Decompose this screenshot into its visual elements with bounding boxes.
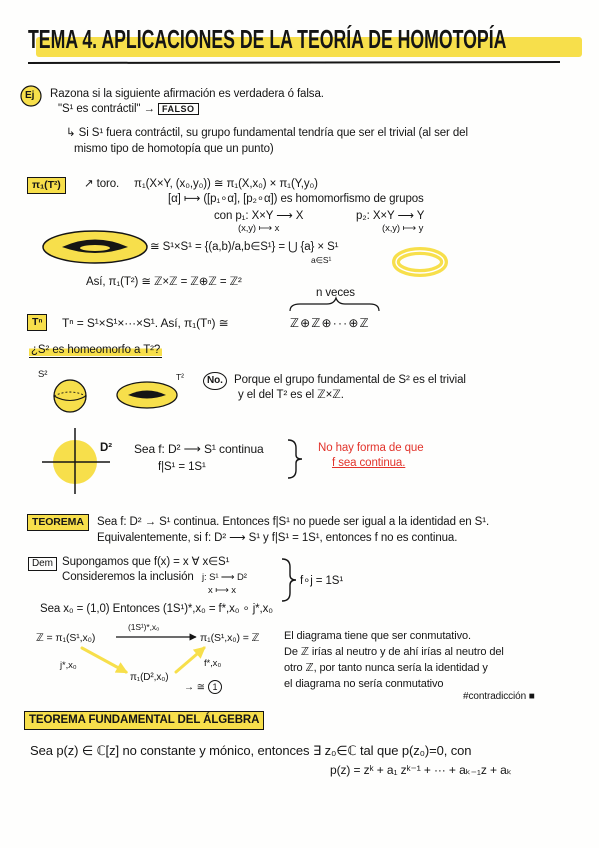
contradiction-tag (463, 690, 535, 704)
disk-line-1: Sea f: D² ⟶ S¹ continua (134, 442, 264, 456)
diagram-bottom-node: π₁(D²,x₀) (130, 672, 169, 683)
projection-2: p₂: X×Y ⟶ Y (356, 210, 425, 222)
n-torus-sum: ℤ⊕ℤ⊕···⊕ℤ (290, 316, 370, 330)
question-heading: ¿S² es homeomorfo a T²? (31, 344, 161, 356)
disk-line-2: f|S¹ = 1S¹ (158, 461, 206, 473)
answer-badge: No. (203, 372, 227, 390)
diagram-top-label: (1S¹)*,x₀ (128, 622, 160, 632)
diagram-left-node: ℤ = π₁(S¹,x₀) (36, 632, 96, 644)
theorem-line-1: Sea f: D² → S¹ continua. Entonces f|S¹ no puede ser igual a la identidad en S¹. (97, 516, 490, 528)
theorem-line-2: Equivalentemente, si f: D² ⟶ S¹ y f|S¹ = 1S¹, entonces f no es continua. (97, 532, 458, 544)
exercise-badge: Ej (25, 90, 35, 101)
sphere-label: S² (38, 369, 48, 380)
torus-drawing (43, 231, 147, 263)
title-underline (28, 62, 560, 63)
explanation-line-3: otro ℤ, por tanto nunca sería la identidad y (284, 662, 488, 674)
claim-text: "S¹ es contráctil" (58, 103, 141, 115)
proof-line-2: Consideremos la inclusión (62, 571, 194, 583)
theorem-badge: TEOREMA (27, 514, 89, 531)
sphere-drawing (54, 380, 86, 412)
answer-line-1: Porque el grupo fundamental de S² es el trivial (234, 374, 466, 386)
disk-drawing (42, 428, 110, 494)
small-torus-drawing (117, 382, 177, 408)
n-torus-badge: Tⁿ (27, 314, 47, 331)
diagram-bottom-note: → ≅ (184, 682, 205, 693)
inclusion-rule: x ⟼ x (208, 585, 236, 596)
basepoint-line: Sea x₀ = (1,0) Entonces (1S¹)*,x₀ = f*,x₀ ∘ j*,x₀ (40, 603, 273, 615)
fta-polynomial: p(z) = zᵏ + a₁ zᵏ⁻¹ + ··· + aₖ₋₁z + aₖ (330, 763, 512, 777)
torus-pointer: ↗ toro. (84, 178, 120, 190)
explanation-line-4: el diagrama no sería conmutativo (284, 678, 444, 690)
answer-line-2: y el del T² es el ℤ×ℤ. (238, 389, 344, 401)
product-isomorphism: π₁(X×Y, (x₀,y₀)) ≅ π₁(X,x₀) × π₁(Y,y₀) (134, 178, 318, 190)
fta-statement: Sea p(z) ∈ ℂ[z] no constante y mónico, entonces ∃ z₀∈ℂ tal que p(z₀)=0, con (30, 743, 472, 758)
torus-conclusion: Así, π₁(T²) ≅ ℤ×ℤ = ℤ⊕ℤ = ℤ² (86, 276, 242, 288)
reason-line-2: mismo tipo de homotopía que un punto) (74, 143, 274, 155)
n-torus-text: Tⁿ = S¹×S¹×···×S¹. Así, π₁(Tⁿ) ≅ (62, 316, 229, 330)
arrow-icon: → (143, 103, 155, 115)
torus-label: T² (176, 372, 184, 382)
red-note-line-2: f sea continua. (332, 457, 406, 469)
reason-line-1: ↳ Si S¹ fuera contráctil, su grupo fundamental tendría que ser el trivial (al ser del (66, 127, 468, 139)
diagram-right-node: π₁(S¹,x₀) = ℤ (200, 632, 260, 644)
trivial-group-circle: 1 (208, 680, 222, 694)
disk-brace (288, 440, 302, 478)
exercise-statement: Razona si la siguiente afirmación es verdadera ó falsa. (50, 88, 324, 100)
page-title: TEMA 4. APLICACIONES DE LA TEORÍA DE HOMOTOPÍA (28, 24, 507, 54)
proof-badge: Dem (28, 557, 57, 571)
composition: f∘j = 1S¹ (300, 575, 344, 587)
projection-1-map: (x,y) ⟼ x (238, 223, 280, 234)
fta-badge: TEOREMA FUNDAMENTAL DEL ÁLGEBRA (24, 711, 264, 730)
torus-badge: π₁(T²) (27, 177, 66, 194)
brace-label: n veces (316, 287, 355, 299)
circle-ring-drawing (396, 251, 444, 273)
projection-1: con p₁: X×Y ⟶ X (214, 210, 304, 222)
torus-product: ≅ S¹×S¹ = {(a,b)/a,b∈S¹} = ⋃ {a} × S¹ (150, 241, 339, 253)
diagram-right-arrow-label: f*,x₀ (204, 658, 222, 669)
verdict-box: FALSO (158, 103, 199, 115)
union-index: a∈S¹ (311, 255, 332, 265)
proof-line-1: Supongamos que f(x) = x ∀ x∈S¹ (62, 556, 230, 568)
proof-brace (282, 559, 296, 601)
qed-square-icon: ■ (528, 691, 535, 702)
diagram-left-arrow-label: j*,x₀ (60, 660, 77, 671)
diagram-right-arrow (176, 648, 204, 672)
homomorphism-map: [α] ⟼ ([p₁∘α], [p₂∘α]) es homomorfismo de grupos (168, 193, 424, 205)
claim-line (58, 102, 199, 116)
explanation-line-2: De ℤ irías al neutro y de ahí irías al neutro del (284, 646, 504, 658)
inclusion-map: j: S¹ ⟶ D² (202, 572, 247, 583)
red-note-line-1: No hay forma de que (318, 442, 424, 454)
contradiction-text: #contradicción (463, 691, 527, 702)
diagram-left-arrow (82, 648, 126, 672)
disk-label: D² (100, 442, 112, 454)
explanation-line-1: El diagrama tiene que ser conmutativo. (284, 630, 471, 642)
projection-2-map: (x,y) ⟼ y (382, 223, 424, 234)
